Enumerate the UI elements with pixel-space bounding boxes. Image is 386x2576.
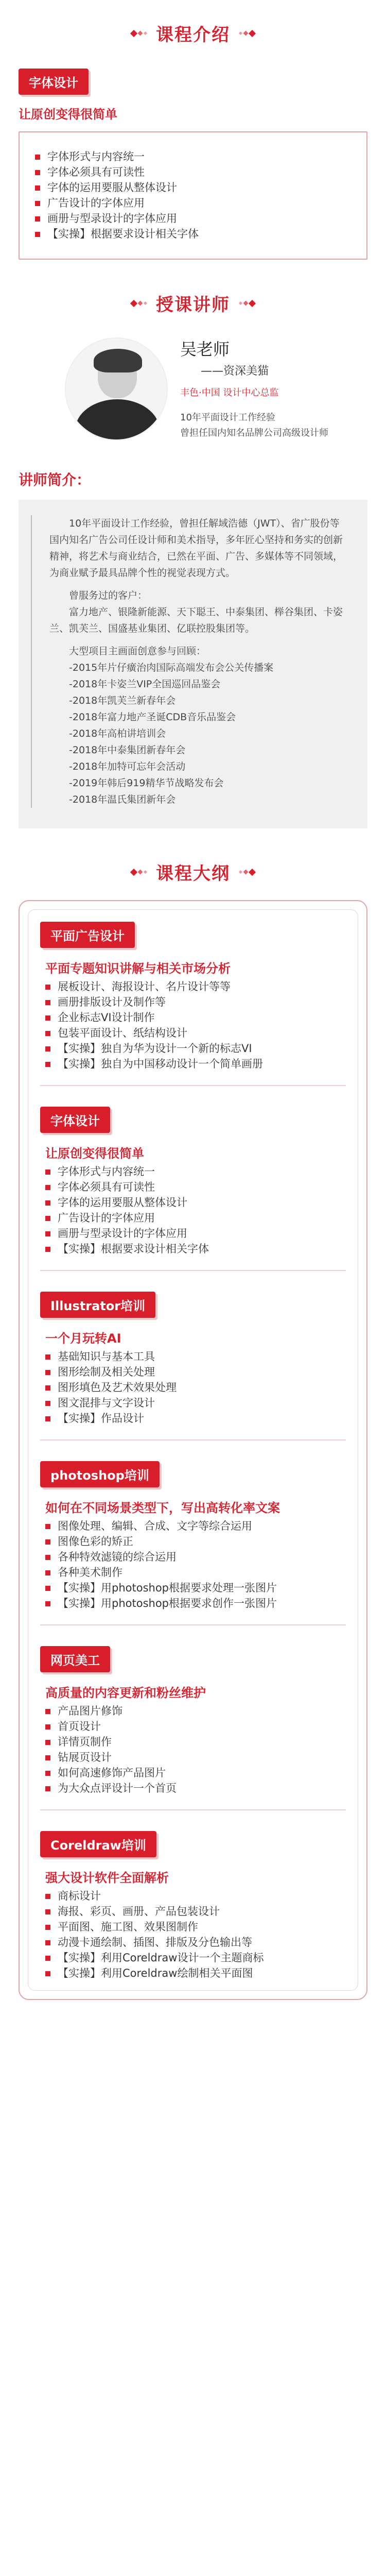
bullet-square-icon	[45, 1524, 50, 1529]
course-subtitle: 强大设计软件全面解析	[45, 1871, 169, 1885]
intro-font-design-block	[19, 69, 367, 260]
course-intro-title	[19, 21, 367, 46]
teacher-title	[19, 291, 367, 316]
course-divider	[40, 1085, 346, 1086]
bullet-square-icon	[45, 1601, 50, 1606]
bio-intro: 10年平面设计工作经验，曾担任解域浩德（JWT）、省广股份等国内知名广告公司任设计师和美术指导，多年匠心坚持和务实的创新精神，将艺术与商业结合，已然在平面、广告、多媒体等不同领域，为商业赋予最具品牌个性的视觉表现方式。	[49, 518, 343, 579]
teacher-alias: ——资深美猫	[201, 365, 269, 378]
bullet-square-icon	[45, 1385, 50, 1391]
course-block-photoshop	[40, 1461, 346, 1625]
list-item: 【实操】作品设计	[45, 1413, 346, 1424]
bullet-square-icon	[45, 1940, 50, 1945]
bullet-square-icon	[35, 170, 40, 175]
bullet-square-icon	[45, 1925, 50, 1930]
bullet-square-icon	[45, 1185, 50, 1190]
bullet-square-icon	[45, 1401, 50, 1406]
course-subtitle: 如何在不同场景类型下，写出高转化率文案	[45, 1501, 280, 1515]
list-item: 画册与型录设计的字体应用	[35, 213, 351, 224]
list-item: 【实操】独自为中国移动设计一个简单画册	[45, 1059, 346, 1070]
list-item: 平面图、施工图、效果图制作	[45, 1922, 346, 1933]
course-label-badge: photoshop培训	[40, 1461, 160, 1487]
list-item: 【实操】根据要求设计相关字体	[45, 1244, 346, 1255]
course-topic-list	[45, 981, 346, 1070]
list-item: 画册排版设计及制作等	[45, 997, 346, 1008]
course-topic-list	[45, 1521, 346, 1609]
bullet-square-icon	[45, 1231, 50, 1236]
bullet-square-icon	[35, 155, 40, 160]
course-topic-list	[45, 1891, 346, 1979]
teacher-bio-panel	[19, 500, 367, 828]
diamond-decoration-icon	[239, 31, 255, 36]
course-outline-title-text: 课程大纲	[156, 863, 230, 884]
diamond-decoration-icon	[131, 870, 147, 875]
teacher-section	[19, 291, 367, 828]
bullet-square-icon	[45, 1740, 50, 1745]
bullet-square-icon	[45, 1370, 50, 1375]
bullet-square-icon	[45, 1539, 50, 1545]
course-label-badge: 网页美工	[40, 1646, 110, 1672]
diamond-decoration-icon	[131, 301, 147, 306]
bullet-square-icon	[35, 232, 40, 237]
list-item: 【实操】用photoshop根据要求创作一张图片	[45, 1598, 346, 1609]
course-divider	[40, 1270, 346, 1271]
list-item: 【实操】独自为华为设计一个新的标志VI	[45, 1043, 346, 1054]
list-item: 字体的运用要服从整体设计	[35, 182, 351, 193]
course-intro-section	[19, 0, 367, 260]
bullet-square-icon	[35, 216, 40, 222]
bullet-square-icon	[45, 1354, 50, 1360]
course-block-font-design	[40, 1107, 346, 1271]
list-item: 字体必须具有可读性	[45, 1182, 346, 1193]
list-item: 包装平面设计、纸结构设计	[45, 1028, 346, 1039]
bullet-square-icon	[45, 1247, 50, 1252]
course-subtitle: 让原创变得很简单	[45, 1146, 144, 1161]
bio-project-item: -2018年中泰集团新春年会	[69, 744, 186, 756]
bullet-square-icon	[45, 1216, 50, 1221]
teacher-title-text: 授课讲师	[156, 295, 230, 315]
course-block-illustrator	[40, 1292, 346, 1440]
list-item: 字体形式与内容统一	[45, 1166, 346, 1177]
list-item: 字体必须具有可读性	[35, 167, 351, 178]
course-label-badge: Illustrator培训	[40, 1292, 155, 1318]
bullet-square-icon	[35, 185, 40, 191]
bullet-square-icon	[45, 1709, 50, 1714]
list-item: 图形填色及艺术效果处理	[45, 1382, 346, 1393]
course-outline-frame	[19, 900, 367, 2000]
bullet-square-icon	[45, 1555, 50, 1560]
list-item: 各种特效滤镜的综合运用	[45, 1552, 346, 1563]
bullet-square-icon	[45, 1416, 50, 1421]
bio-project-item: -2018年高柏讲培训会	[69, 728, 166, 739]
course-topic-list	[45, 1166, 346, 1255]
bullet-square-icon	[45, 1170, 50, 1175]
course-label-badge: Coreldraw培训	[40, 1831, 156, 1857]
list-item: 为大众点评设计一个首页	[45, 1783, 346, 1794]
list-item: 字体的运用要服从整体设计	[45, 1197, 346, 1208]
list-item: 商标设计	[45, 1891, 346, 1902]
list-item: 产品图片修饰	[45, 1706, 346, 1717]
course-topic-list	[45, 1706, 346, 1794]
list-item: 【实操】利用Coreldraw绘制相关平面图	[45, 1968, 346, 1979]
course-outline-title	[19, 859, 367, 885]
list-item: 广告设计的字体应用	[35, 198, 351, 209]
teacher-name: 吴老师	[180, 340, 230, 359]
teacher-card	[19, 336, 367, 441]
bio-project-item: -2018年加特可忘年会活动	[69, 761, 186, 772]
course-block-web-design	[40, 1646, 346, 1810]
bullet-square-icon	[45, 1000, 50, 1005]
bullet-square-icon	[45, 1894, 50, 1899]
course-label-badge: 平面广告设计	[40, 922, 135, 948]
intro-subtitle: 让原创变得很简单	[19, 107, 117, 122]
list-item: 如何高速修饰产品图片	[45, 1768, 346, 1778]
course-divider	[40, 1624, 346, 1625]
bullet-square-icon	[45, 1786, 50, 1791]
bullet-square-icon	[45, 1570, 50, 1575]
course-block-graphic-ad	[40, 922, 346, 1086]
course-subtitle: 高质量的内容更新和粉丝维护	[45, 1686, 206, 1700]
teacher-avatar	[65, 337, 168, 440]
bio-projects-heading: 大型项目主画面创意参与回顾：	[69, 646, 206, 657]
bullet-square-icon	[45, 1956, 50, 1961]
intro-list-frame	[19, 131, 367, 260]
list-item: 【实操】利用Coreldraw设计一个主题商标	[45, 1953, 346, 1963]
list-item: 画册与型录设计的字体应用	[45, 1228, 346, 1239]
list-item: 【实操】根据要求设计相关字体	[35, 229, 351, 240]
bio-clients: 富力地产、银隆新能源、天下聪王、中泰集团、榉谷集团、卡姿兰、凯芙兰、国盛基业集团、亿联控股集团等。	[49, 606, 343, 634]
bullet-square-icon	[45, 1200, 50, 1206]
course-outline-section	[19, 859, 367, 2000]
list-item: 广告设计的字体应用	[45, 1213, 346, 1224]
intro-list	[35, 151, 351, 240]
diamond-decoration-icon	[239, 870, 255, 875]
bullet-square-icon	[45, 1771, 50, 1776]
bio-project-item: -2015年片仔癀治肉国际高端发布会公关传播案	[69, 662, 274, 673]
bullet-square-icon	[45, 1971, 50, 1976]
list-item: 基础知识与基本工具	[45, 1351, 346, 1362]
bullet-square-icon	[45, 1046, 50, 1052]
bullet-square-icon	[45, 1724, 50, 1730]
course-block-coreldraw	[40, 1831, 346, 1979]
list-item: 图像处理、编辑、合成、文字等综合运用	[45, 1521, 346, 1532]
bullet-square-icon	[45, 1015, 50, 1021]
diamond-decoration-icon	[239, 301, 255, 306]
bio-project-item: -2019年韩后919精华节战略发布会	[69, 777, 224, 789]
list-item: 展板设计、海报设计、名片设计等等	[45, 981, 346, 992]
course-subtitle: 平面专题知识讲解与相关市场分析	[45, 961, 231, 976]
diamond-decoration-icon	[131, 31, 147, 36]
teacher-bio-heading: 讲师简介：	[19, 471, 91, 488]
list-item: 海报、彩页、画册、产品包装设计	[45, 1906, 346, 1917]
list-item: 图形绘制及相关处理	[45, 1367, 346, 1378]
bullet-square-icon	[45, 1586, 50, 1591]
course-divider	[40, 1809, 346, 1810]
list-item: 企业标志VI设计制作	[45, 1012, 346, 1023]
course-intro-title-text: 课程介绍	[156, 25, 230, 45]
bullet-square-icon	[45, 1031, 50, 1036]
course-topic-list	[45, 1351, 346, 1424]
list-item: 图像色彩的矫正	[45, 1536, 346, 1547]
bullet-square-icon	[45, 1062, 50, 1067]
bio-project-item: -2018年凯芙兰新春年会	[69, 695, 176, 706]
list-item: 图文混排与文字设计	[45, 1398, 346, 1409]
bullet-square-icon	[45, 985, 50, 990]
course-divider	[40, 1439, 346, 1440]
course-subtitle: 一个月玩转AI	[45, 1331, 121, 1346]
list-item: 详情页制作	[45, 1737, 346, 1748]
bio-project-item: -2018年温氏集团新年会	[69, 794, 176, 805]
bio-project-item: -2018年富力地产圣诞CDB音乐品鉴会	[69, 711, 236, 723]
teacher-experience: 10年平面设计工作经验 曾担任国内知名品牌公司高级设计师	[180, 412, 328, 438]
list-item: 动漫卡通绘制、插图、排版及分色输出等	[45, 1937, 346, 1948]
teacher-role: 丰色·中国 设计中心总监	[180, 387, 279, 398]
bio-project-item: -2018年卡姿兰VIP全国巡回品鉴会	[69, 679, 221, 690]
list-item: 首页设计	[45, 1721, 346, 1732]
list-item: 钻展页设计	[45, 1752, 346, 1763]
teacher-info	[180, 336, 328, 441]
list-item: 【实操】用photoshop根据要求处理一张图片	[45, 1583, 346, 1594]
course-label-badge: 字体设计	[40, 1107, 110, 1133]
intro-label-badge: 字体设计	[19, 69, 89, 95]
list-item: 各种美术制作	[45, 1567, 346, 1578]
bullet-square-icon	[45, 1909, 50, 1914]
bullet-square-icon	[45, 1755, 50, 1760]
bio-clients-heading: 曾服务过的客户：	[69, 590, 148, 601]
bullet-square-icon	[35, 201, 40, 206]
list-item: 字体形式与内容统一	[35, 151, 351, 162]
